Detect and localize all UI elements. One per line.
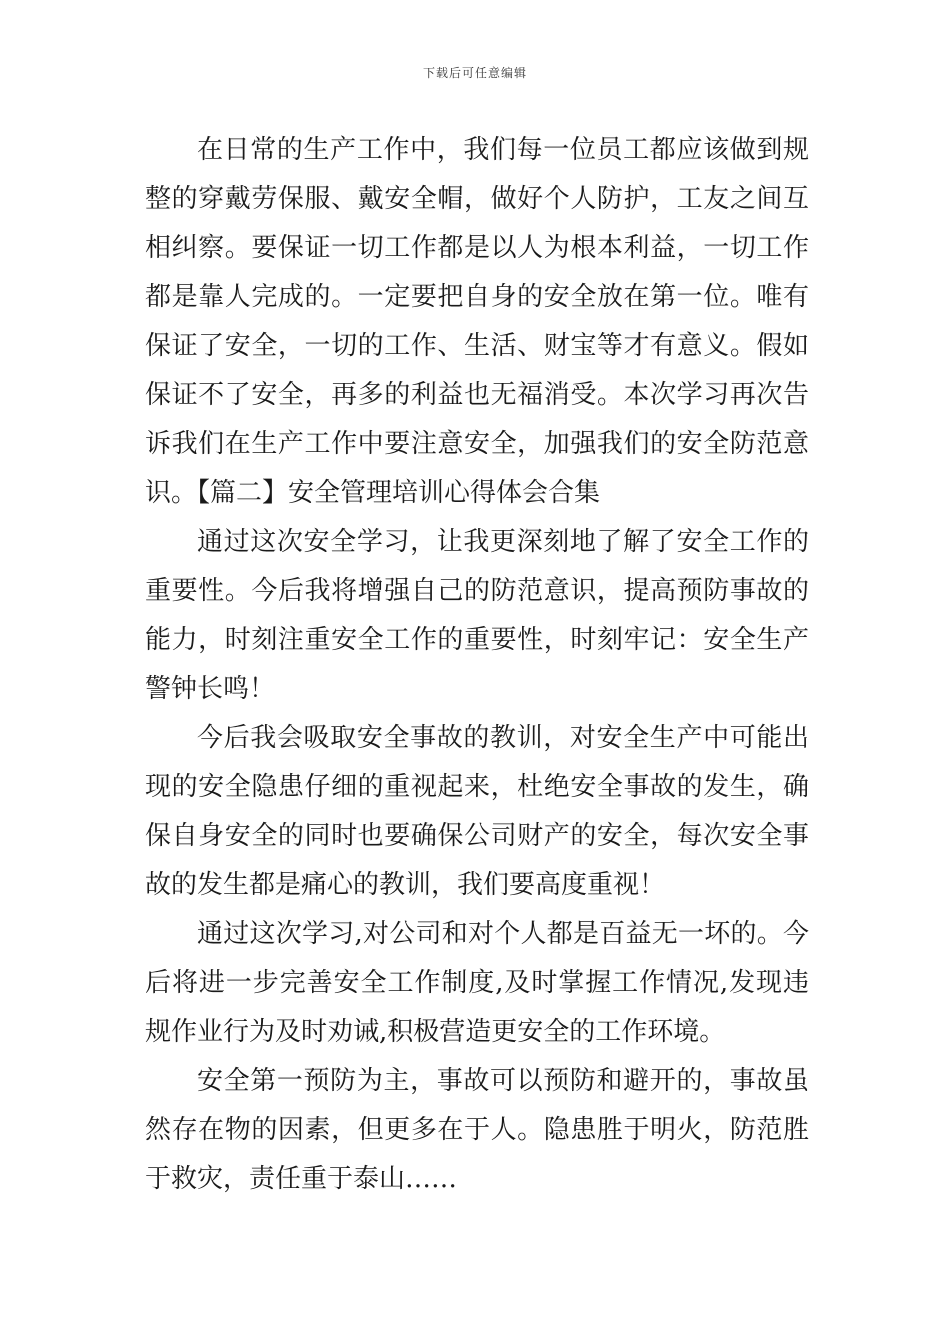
- paragraph: 在日常的生产工作中，我们每一位员工都应该做到规整的穿戴劳保服、戴安全帽，做好个人防护，工友之间互相纠察。要保证一切工作都是以人为根本利益，一切工作都是靠人完成的。一定要把自身的安全放在第一位。唯有保证了安全，一切的工作、生活、财宝等才有意义。假如保证不了安全，再多的利益也无福消受。本次学习再次告诉我们在生产工作中要注意安全，加强我们的安全防范意识。【篇二】安全管理培训心得体会合集: [145, 135, 809, 508]
- paragraph: 通过这次安全学习，让我更深刻地了解了安全工作的重要性。今后我将增强自己的防范意识，提高预防事故的能力，时刻注重安全工作的重要性，时刻牢记：安全生产警钟长鸣！: [145, 527, 809, 704]
- paragraph: 安全第一预防为主，事故可以预防和避开的，事故虽然存在物的因素，但更多在于人。隐患胜于明火，防范胜于救灾，责任重于泰山……: [145, 1066, 809, 1194]
- paragraph: 通过这次学习,对公司和对个人都是百益无一坏的。今后将进一步完善安全工作制度,及时掌握工作情况,发现违规作业行为及时劝诫,积极营造更安全的工作环境。: [145, 919, 809, 1047]
- document-body: [145, 126, 809, 1204]
- page-header: 下载后可任意编辑: [422, 66, 527, 80]
- paragraph: 今后我会吸取安全事故的教训，对安全生产中可能出现的安全隐患仔细的重视起来，杜绝安全事故的发生，确保自身安全的同时也要确保公司财产的安全，每次安全事故的发生都是痛心的教训，我们要高度重视！: [145, 723, 809, 900]
